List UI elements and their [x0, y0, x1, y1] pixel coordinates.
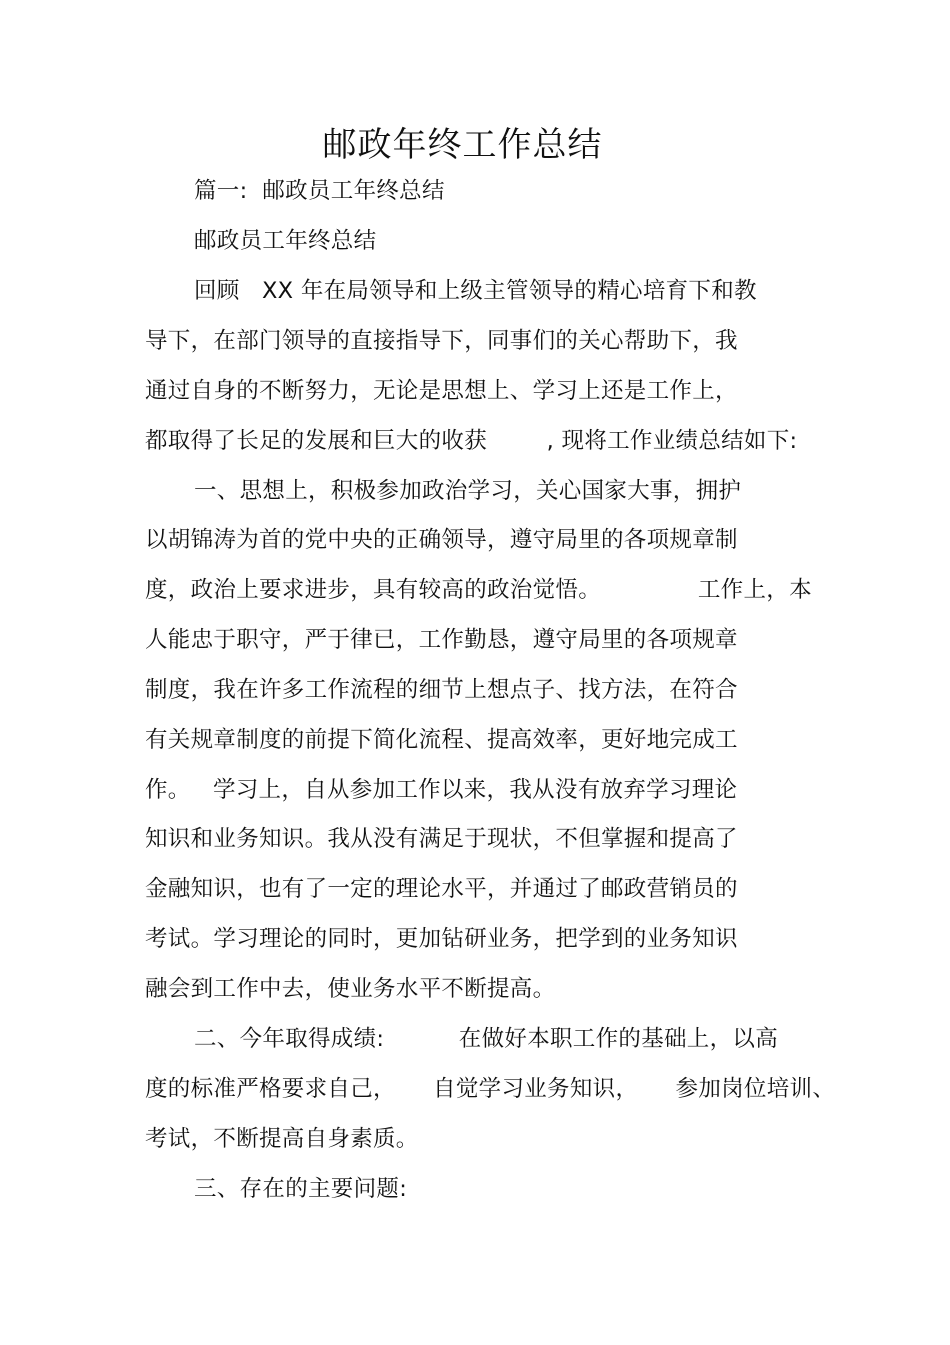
- document-title: 邮政年终工作总结: [322, 125, 603, 165]
- text-line: 二、今年取得成绩: 在做好本职工作的基础上，以高: [194, 1026, 779, 1052]
- text-line: 一、思想上，积极参加政治学习，关心国家大事，拥护: [194, 478, 742, 504]
- text-line: 回顾 XX 年在局领导和上级主管领导的精心培育下和教: [194, 278, 757, 304]
- text-line: 度的标准严格要求自己， 自觉学习业务知识， 参加岗位培训、: [145, 1076, 836, 1102]
- text-line: 知识和业务知识。我从没有满足于现状，不但掌握和提高了: [145, 826, 738, 852]
- text-line: 人能忠于职守，严于律已，工作勤恳，遵守局里的各项规章: [145, 627, 738, 653]
- text-line: 通过自身的不断努力，无论是思想上、学习上还是工作上，: [145, 378, 738, 404]
- text-line: 度，政治上要求进步，具有较高的政治觉悟。 工作上，本: [145, 577, 812, 603]
- text-line: 金融知识，也有了一定的理论水平，并通过了邮政营销员的: [145, 876, 738, 902]
- text-line: 有关规章制度的前提下简化流程、提高效率，更好地完成工: [145, 727, 738, 753]
- text-line: 以胡锦涛为首的党中央的正确领导，遵守局里的各项规章制: [145, 527, 738, 553]
- text-line: 考试。学习理论的同时，更加钻研业务，把学到的业务知识: [145, 926, 738, 952]
- text-line: 都取得了长足的发展和巨大的收获 , 现将工作业绩总结如下:: [145, 428, 798, 454]
- text-line: 作。 学习上，自从参加工作以来，我从没有放弃学习理论: [145, 777, 738, 803]
- text-line: 融会到工作中去，使业务水平不断提高。: [145, 976, 556, 1002]
- text-line: 篇一: 邮政员工年终总结: [194, 178, 445, 204]
- text-line: 考试，不断提高自身素质。: [145, 1126, 419, 1152]
- text-line: 三、存在的主要问题:: [194, 1176, 408, 1202]
- text-line: 导下，在部门领导的直接指导下，同事们的关心帮助下，我: [145, 328, 738, 354]
- text-line: 邮政员工年终总结: [194, 228, 377, 254]
- text-line: 制度，我在许多工作流程的细节上想点子、找方法，在符合: [145, 677, 738, 703]
